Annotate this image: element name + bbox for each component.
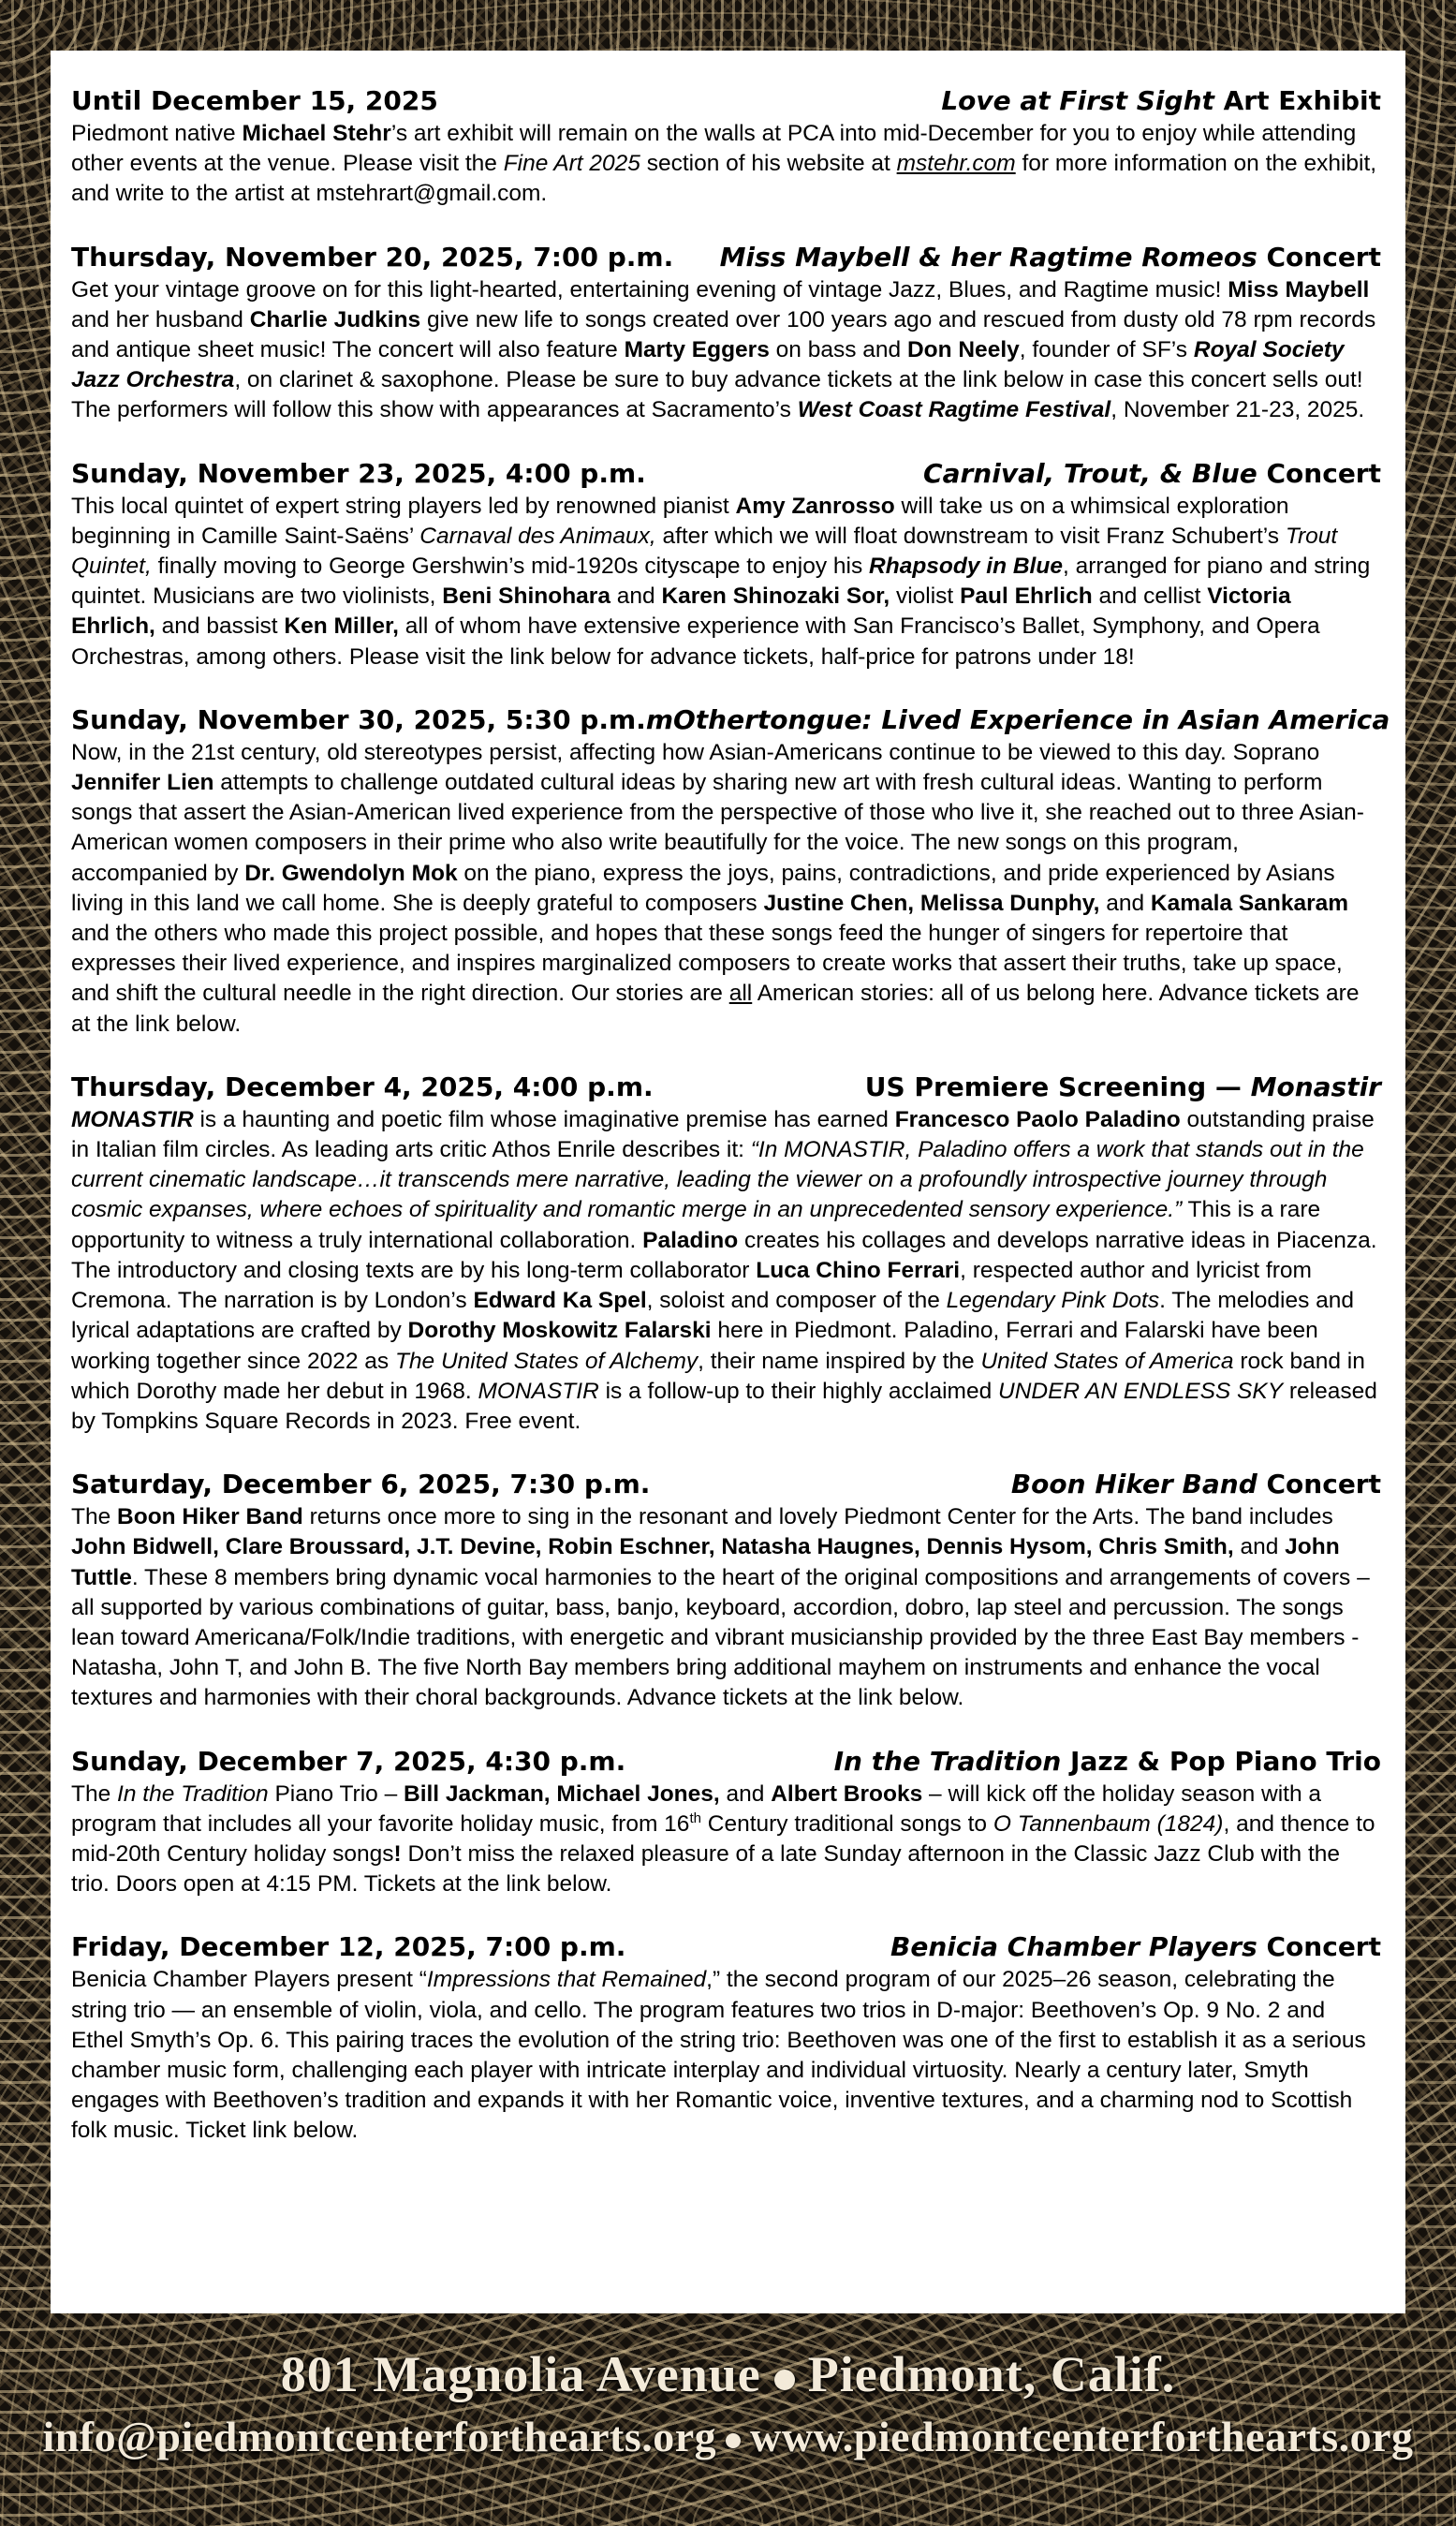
event-listing [71,1468,1381,1713]
event-title [923,457,1381,491]
emphasized-name: Victoria Ehrlich, [71,583,1291,640]
italic-title: O Tannenbaum (1824) [993,1810,1224,1837]
emphasized-name: West Coast Ragtime Festival [797,397,1111,423]
italic-title: Impressions that Remained [426,1967,707,1993]
address-city: Piedmont, Calif. [807,2346,1176,2402]
emphasized-name: Justine Chen, Melissa Dunphy, [763,890,1100,916]
text-run: . These 8 members bring dynamic vocal harmonies to the heart of the original compositions and arrangements of covers – all supported by various combinations of guitar, bass, banjo, keyboard, accordion, dobro, lap steel and percussion. The songs lean toward Americana/Folk/Indie traditions, with energetic and vibrant musicianship provided by the three East Bay members - Natasha, John T, and John B. The five North Bay members bring additional mayhem on instruments and enhance the vocal textures and harmonies with their choral backgrounds. Advance tickets at the link below. [71,1564,1370,1711]
text-run: Piano Trio – [268,1780,404,1807]
event-header [71,241,1381,274]
text-run: and [1099,890,1151,916]
emphasized-name: John Tuttle [71,1534,1340,1590]
event-title-type: Concert [1257,457,1381,489]
event-description [71,738,1381,1040]
text-run: all of whom have extensive experience with San Francisco’s Ballet, Symphony, and Opera Orchestras, among others. Please visit the link below for advance tickets, half-price for patrons under 18! [71,613,1320,670]
event-title-type: Concert [1257,241,1381,273]
event-title-italic: mOthertongue: Lived Experience in Asian America [645,703,1390,735]
event-title-type: Concert [1257,1469,1381,1500]
emphasized-name: Edward Ka Spel [473,1288,647,1314]
text-run: , founder of SF’s [1019,337,1194,363]
event-date: Thursday, November 20, 2025, 7:00 p.m. [71,241,674,273]
text-run: violist [890,583,961,610]
emphasized-name: Dr. Gwendolyn Mok [244,860,458,886]
text-run: and cellist [1092,583,1208,610]
text-run: and her husband [71,306,250,332]
text-run: ’s art exhibit will remain on the walls at PCA into mid-December for you to enjoy while attending other events at the venue. Please visit the [71,121,1357,177]
footer-address [0,2341,1456,2407]
event-date: Sunday, November 23, 2025, 4:00 p.m. [71,457,646,489]
text-run: Century traditional songs to [700,1810,993,1837]
event-header [71,457,1381,491]
emphasized-name: Dorothy Moskowitz Falarski [407,1318,712,1344]
emphasized-name: Beni Shinohara [442,583,610,610]
text-run: , November 21-23, 2025. [1110,397,1365,423]
text-run: after which we will float downstream to visit Franz Schubert’s [655,523,1286,549]
event-title [890,1930,1381,1964]
text-run: and bassist [154,613,285,640]
text-run: Now, in the 21st century, old stereotypes persist, affecting how Asian-Americans continue to be viewed to this day. Soprano [71,739,1320,765]
event-listing [71,84,1381,210]
event-description [71,1780,1381,1900]
text-run: for more information on the exhibit, and write to the artist at mstehrart@gmail.com. [71,151,1377,207]
italic-title: Carnaval des Animaux, [419,523,656,549]
text-run: This is a rare opportunity to witness a truly international collaboration. [71,1197,1321,1253]
website-link[interactable]: mstehr.com [896,151,1016,177]
event-description [71,119,1381,210]
event-title-lead: US Premiere Screening — [864,1071,1251,1102]
text-run: ,” the second program of our 2025–26 season, celebrating the string trio — an ensemble of violin, viola, and cello. The program features two trios in D-major: Beethoven’s Op. 9 No. 2 and Ethel Smyth’s Op. 6. This pairing traces the evolution of the string trio: Beethoven was one of the first to establish it as a serious chamber music form, challenging each player with intricate interplay and individual virtuosity. Nearly a century later, Smyth engages with Beethoven’s tradition and expands it with her Romantic voice, inventive textures, and a charming nod to Scottish folk music. Ticket link below. [71,1967,1366,2144]
event-description [71,1105,1381,1437]
text-run: outstanding praise in Italian film circles. As leading arts critic Athos Enrile describes it: [71,1106,1375,1163]
emphasized-name: Albert Brooks [771,1780,923,1807]
text-run: , soloist and composer of the [646,1288,947,1314]
footer-email-link[interactable]: info@piedmontcenterforthearts.org [42,2413,717,2460]
event-header [71,1745,1381,1779]
event-title-italic: Love at First Sight [941,85,1214,116]
emphasized-name: Marty Eggers [624,337,770,363]
event-title-italic: Miss Maybell & her Ragtime Romeos [719,241,1257,273]
event-title [720,241,1381,274]
event-description [71,1965,1381,2146]
text-run: on bass and [769,337,907,363]
text-run: – will kick off the holiday season with a program that includes all your favorite holiday music, from 16 [71,1780,1322,1837]
text-run: give new life to songs created over 100 years ago and rescued from dusty old 78 rpm records and antique sheet music! The concert will also feature [71,306,1376,363]
event-title [1011,1468,1381,1501]
text-run: finally moving to George Gershwin’s mid-1920s cityscape to enjoy his [151,554,870,580]
emphasized-name: Bill Jackman, Michael Jones, [404,1780,720,1807]
event-date: Sunday, December 7, 2025, 4:30 p.m. [71,1745,626,1777]
emphasized-name: Karen Shinozaki Sor, [661,583,890,610]
emphasized-name: Amy Zanrosso [735,493,895,519]
emphasized-name: Rhapsody in Blue [869,554,1063,580]
italic-title: Trout Quintet, [71,523,1338,580]
italic-title: In the Tradition [117,1780,269,1807]
text-run: here in Piedmont. Paladino, Ferrari and Falarski have been working together since 2022 as [71,1318,1318,1374]
footer-website-link[interactable]: www.piedmontcenterforthearts.org [750,2413,1414,2460]
text-run: is a haunting and poetic film whose imaginative premise has earned [193,1106,895,1132]
italic-title: MONASTIR [478,1378,599,1404]
emphasized-name: Francesco Paolo Paladino [894,1106,1181,1132]
text-run: returns once more to sing in the resonant and lovely Piedmont Center for the Arts. The band includes [302,1504,1333,1530]
event-listing [71,1930,1381,2146]
text-run: and [719,1780,772,1807]
event-listing [71,241,1381,426]
emphasized-name: John Bidwell, Clare Broussard, J.T. Devine, Robin Eschner, Natasha Haugnes, Dennis Hysom, Chris Smith, [71,1534,1234,1560]
event-title [834,1745,1381,1779]
event-header [71,1071,1381,1104]
emphasized-name: Paladino [642,1227,739,1253]
italic-title: UNDER AN ENDLESS SKY [998,1378,1284,1404]
emphasized-name: ! [393,1840,402,1867]
event-title [646,703,1390,737]
italic-title: “In MONASTIR, Paladino offers a work that stands out in the current cinematic landscape…it transcends mere narrative, leading the viewer on a profoundly introspective journey through cosmic expanses, where echoes of spirituality and romantic merge in an unprecedented sensory experience.” [71,1137,1364,1223]
event-title-type: Concert [1257,1931,1381,1963]
event-header [71,1468,1381,1501]
text-run: American stories: all of us belong here. Advance tickets are at the link below. [71,981,1360,1037]
italic-title: The United States of Alchemy [394,1348,699,1374]
text-run: on the piano, express the joys, pains, contradictions, and pride experienced by Asians living in this land we call home. She is deeply grateful to composers [71,860,1335,916]
event-date: Until December 15, 2025 [71,85,438,116]
events-panel [51,51,1405,2313]
event-title-italic: Carnival, Trout, & Blue [923,457,1257,489]
text-run: The [71,1780,118,1807]
emphasized-name: Miss Maybell [1228,276,1370,303]
event-title-italic: Monastir [1250,1071,1381,1102]
text-run: section of his website at [640,151,897,177]
bullet-dot-icon [726,2433,741,2448]
emphasized-name: Luca Chino Ferrari [756,1257,961,1283]
event-description [71,492,1381,672]
event-title-type: Art Exhibit [1213,85,1381,116]
italic-title: Fine Art 2025 [503,151,640,177]
event-listing [71,457,1381,672]
event-description [71,1502,1381,1713]
bullet-dot-icon [774,2370,795,2390]
event-title-italic: In the Tradition [833,1745,1062,1777]
event-header [71,703,1390,737]
text-run: , arranged for piano and string quintet. Musicians are two violinists, [71,554,1371,610]
emphasized-name: Kamala Sankaram [1150,890,1349,916]
text-run: th [689,1810,701,1826]
event-date: Saturday, December 6, 2025, 7:30 p.m. [71,1469,651,1500]
event-header [71,1930,1381,1964]
event-title-italic: Boon Hiker Band [1010,1469,1257,1500]
emphasized-name: Michael Stehr [242,121,391,146]
emphasized-name: Ken Miller, [284,613,399,640]
event-listing [71,1071,1381,1437]
text-run: , respected author and lyricist from Cremona. The narration is by London’s [71,1257,1312,1314]
event-title [865,1071,1381,1104]
emphasized-name: Charlie Judkins [249,306,421,332]
event-date: Friday, December 12, 2025, 7:00 p.m. [71,1931,626,1963]
event-header [71,84,1381,118]
event-listing [71,1745,1381,1900]
emphasized-name: Jennifer Lien [71,770,214,796]
text-run: Don’t miss the relaxed pleasure of a late Sunday afternoon in the Classic Jazz Club with the trio. Doors open at 4:15 PM. Tickets at the link below. [71,1840,1341,1898]
event-title-italic: Benicia Chamber Players [890,1931,1257,1963]
text-run: and [610,583,662,610]
event-title [941,84,1381,118]
text-run: and [1233,1534,1286,1560]
event-title-type: Jazz & Pop Piano Trio [1061,1745,1381,1777]
text-run: Piedmont native [71,121,243,146]
event-listing [71,703,1390,1040]
text-run: Get your vintage groove on for this light-hearted, entertaining evening of vintage Jazz, Blues, and Ragtime music! [71,276,1228,303]
text-run: The [71,1504,118,1530]
emphasized-name: Boon Hiker Band [117,1504,303,1530]
text-run: , their name inspired by the [698,1348,981,1374]
italic-title: United States of America [980,1348,1234,1374]
text-run: rock band in which Dorothy made her debut in 1968. [71,1348,1365,1404]
event-list [71,84,1390,2147]
event-description [71,275,1381,426]
text-run: will take us on a whimsical exploration beginning in Camille Saint-Saëns’ [71,493,1289,549]
text-run: and the others who made this project possible, and hopes that these songs feed the hunger of singers for repertoire that expresses their lived experience, and inspires marginalized composers to create works that assert their truths, take up space, and shift the cultural needle in the right direction. Our stories are [71,921,1343,1007]
text-run: This local quintet of expert string players led by renowned pianist [71,493,736,519]
text-run: . The melodies and lyrical adaptations are crafted by [71,1288,1355,1344]
emphasized-name: MONASTIR [71,1106,194,1132]
event-date: Thursday, December 4, 2025, 4:00 p.m. [71,1071,654,1102]
text-run: creates his collages and develops narrative ideas in Piacenza. The introductory and closing texts are by his long-term collaborator [71,1227,1377,1283]
text-run: is a follow-up to their highly acclaimed [598,1378,999,1404]
text-run: Benicia Chamber Players present “ [71,1967,427,1993]
text-run: attempts to challenge outdated cultural ideas by sharing new art with fresh cultural ideas. Wanting to perform songs that assert the Asian-American lived experience from the perspective of those who live it, she reached out to three Asian-American women composers in their prime who also write beautifully for the voice. The new songs on this program, accompanied by [71,770,1364,886]
italic-title: Legendary Pink Dots [946,1288,1160,1314]
text-run: released by Tompkins Square Records in 2023. Free event. [71,1378,1377,1434]
emphasized-name: Royal Society Jazz Orchestra [71,337,1345,393]
emphasized-name: Don Neely [906,337,1020,363]
text-run: , and thence to mid-20th Century holiday songs [71,1810,1375,1867]
text-run: , on clarinet & saxophone. Please be sure to buy advance tickets at the link below in case this concert sells out! The performers will follow this show with appearances at Sacramento’s [71,367,1363,423]
text-run: all [728,981,753,1007]
address-street: 801 Magnolia Avenue [280,2346,761,2402]
event-date: Sunday, November 30, 2025, 5:30 p.m. [71,703,646,735]
footer-contact [0,2407,1456,2467]
emphasized-name: Paul Ehrlich [960,583,1093,610]
footer [0,2341,1456,2467]
